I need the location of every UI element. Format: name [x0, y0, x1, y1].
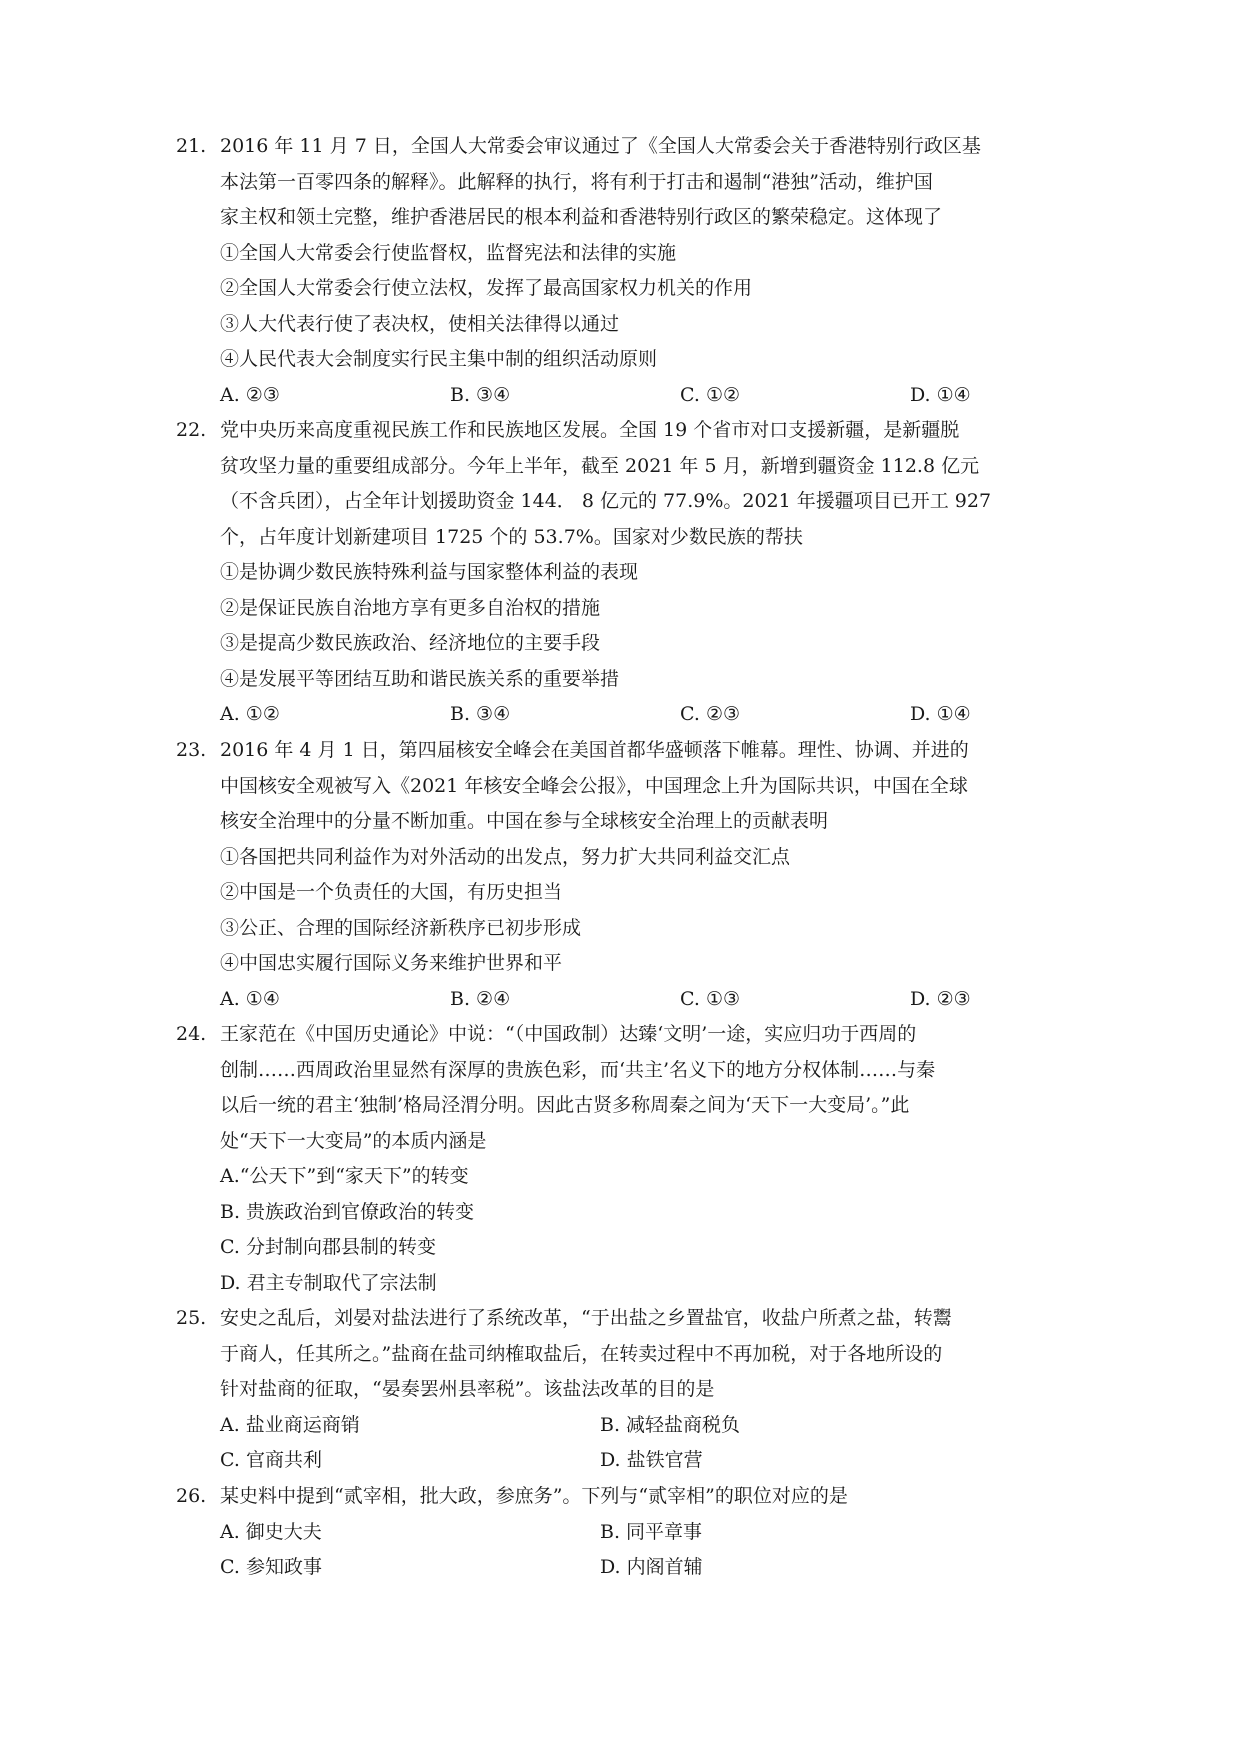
option-c: C. 分封制向郡县制的转变 [220, 1236, 436, 1258]
option-b: B. 贵族政治到官僚政治的转变 [220, 1200, 475, 1223]
question-stem-line: 家主权和领土完整，维护香港居民的根本利益和香港特别行政区的繁荣稳定。这体现了 [220, 206, 943, 228]
question-stem-line: 针对盐商的征取，“晏奏罢州县率税”。该盐法改革的目的是 [220, 1378, 715, 1400]
option-d: D. 内阁首辅 [600, 1556, 703, 1578]
question-stem-line: （不含兵团），占全年计划援助资金 144． 8 亿元的 77.9%。2021 年援疆项目已开工 927 [220, 490, 992, 512]
question-stem-line: 本法第一百零四条的解释》。此解释的执行，将有利于打击和遏制“港独”活动，维护国 [220, 170, 933, 193]
option-a: A. 盐业商运商销 [220, 1413, 360, 1436]
question-number: 24. [176, 1023, 207, 1045]
option-d: D. ①④ [910, 383, 971, 406]
question-stem-line: 某史料中提到“贰宰相，批大政，参庶务”。下列与“贰宰相”的职位对应的是 [220, 1485, 848, 1507]
option-a: A. ②③ [220, 383, 280, 406]
option-d: D. 君主专制取代了宗法制 [220, 1271, 437, 1294]
statement: ②中国是一个负责任的大国，有历史担当 [220, 881, 563, 903]
question-number: 26. [176, 1485, 207, 1507]
option-c: C. 官商共利 [220, 1449, 322, 1471]
statement: ①是协调少数民族特殊利益与国家整体利益的表现 [220, 561, 639, 583]
question-25 [176, 1301, 1076, 1479]
option-d: D. 盐铁官营 [600, 1449, 703, 1471]
statement: ②是保证民族自治地方享有更多自治权的措施 [220, 596, 601, 619]
option-row [220, 1550, 1076, 1586]
question-stem-line: 以后一统的君主‘独制’格局泾渭分明。因此古贤多称周秦之间为‘天下一大变局’。”此 [220, 1094, 910, 1116]
question-stem-line: 个，占年度计划新建项目 1725 个的 53.7%。国家对少数民族的帮扶 [220, 525, 803, 548]
option-a: A. ①② [220, 703, 280, 725]
option-c: C. ②③ [680, 703, 741, 725]
statement: ③公正、合理的国际经济新秩序已初步形成 [220, 916, 582, 939]
question-24 [176, 1017, 1076, 1301]
question-number: 21. [176, 135, 207, 157]
question-stem-line: 2016 年 11 月 7 日，全国人大常委会审议通过了《全国人大常委会关于香港特别行政区基 [220, 135, 981, 157]
option-c: C. 参知政事 [220, 1556, 322, 1578]
question-23 [176, 733, 1076, 1017]
option-d: D. ②③ [910, 987, 971, 1010]
option-a: A.“公天下”到“家天下”的转变 [220, 1165, 469, 1187]
option-b: B. ③④ [450, 383, 511, 406]
statement: ①各国把共同利益作为对外活动的出发点，努力扩大共同利益交汇点 [220, 845, 791, 868]
option-row [220, 982, 1076, 1018]
question-stem-line: 安史之乱后，刘晏对盐法进行了系统改革，“于出盐之乡置盐官，收盐户所煮之盐，转鬻 [220, 1307, 952, 1329]
option-row [220, 697, 1076, 733]
option-a: A. 御史大夫 [220, 1520, 322, 1543]
option-row [220, 378, 1076, 414]
statement: ③是提高少数民族政治、经济地位的主要手段 [220, 632, 601, 654]
question-stem-line: 处“天下一大变局”的本质内涵是 [220, 1129, 487, 1152]
option-b: B. 同平章事 [600, 1520, 703, 1543]
question-stem-line: 创制……西周政治里显然有深厚的贵族色彩，而‘共主’名义下的地方分权体制……与秦 [220, 1058, 936, 1081]
question-stem-line: 于商人，任其所之。”盐商在盐司纳榷取盐后，在转卖过程中不再加税，对于各地所设的 [220, 1342, 943, 1365]
statement: ④是发展平等团结互助和谐民族关系的重要举措 [220, 667, 620, 690]
question-stem-line: 王家范在《中国历史通论》中说：“（中国政制）达臻‘文明’一途，实应归功于西周的 [220, 1023, 917, 1045]
question-stem-line: 中国核安全观被写入《2021 年核安全峰会公报》，中国理念上升为国际共识，中国在全球 [220, 774, 968, 797]
option-c: C. ①③ [680, 987, 741, 1010]
option-b: B. ③④ [450, 703, 511, 725]
question-stem-line: 核安全治理中的分量不断加重。中国在参与全球核安全治理上的贡献表明 [220, 810, 829, 832]
question-stem-line: 贫攻坚力量的重要组成部分。今年上半年，截至 2021 年 5 月，新增到疆资金 112.8 亿元 [220, 454, 980, 477]
question-number: 23. [176, 739, 207, 761]
question-26 [176, 1479, 1076, 1586]
option-row [220, 1408, 1076, 1444]
question-number: 22. [176, 419, 207, 441]
question-21 [176, 129, 1076, 413]
statement: ②全国人大常委会行使立法权，发挥了最高国家权力机关的作用 [220, 277, 753, 299]
statement: ④人民代表大会制度实行民主集中制的组织活动原则 [220, 348, 658, 370]
statement: ①全国人大常委会行使监督权，监督宪法和法律的实施 [220, 241, 677, 264]
option-b: B. ②④ [450, 987, 511, 1010]
option-row [220, 1443, 1076, 1479]
statement: ④中国忠实履行国际义务来维护世界和平 [220, 952, 563, 974]
question-number: 25. [176, 1307, 207, 1329]
option-a: A. ①④ [220, 987, 280, 1010]
question-stem-line: 党中央历来高度重视民族工作和民族地区发展。全国 19 个省市对口支援新疆，是新疆脱 [220, 419, 960, 441]
option-c: C. ①② [680, 383, 741, 406]
option-b: B. 减轻盐商税负 [600, 1413, 741, 1436]
statement: ③人大代表行使了表决权，使相关法律得以通过 [220, 312, 620, 335]
question-22 [176, 413, 1076, 733]
option-row [220, 1515, 1076, 1551]
question-stem-line: 2016 年 4 月 1 日，第四届核安全峰会在美国首都华盛顿落下帷幕。理性、协调、并进的 [220, 739, 969, 761]
option-d: D. ①④ [910, 703, 971, 725]
